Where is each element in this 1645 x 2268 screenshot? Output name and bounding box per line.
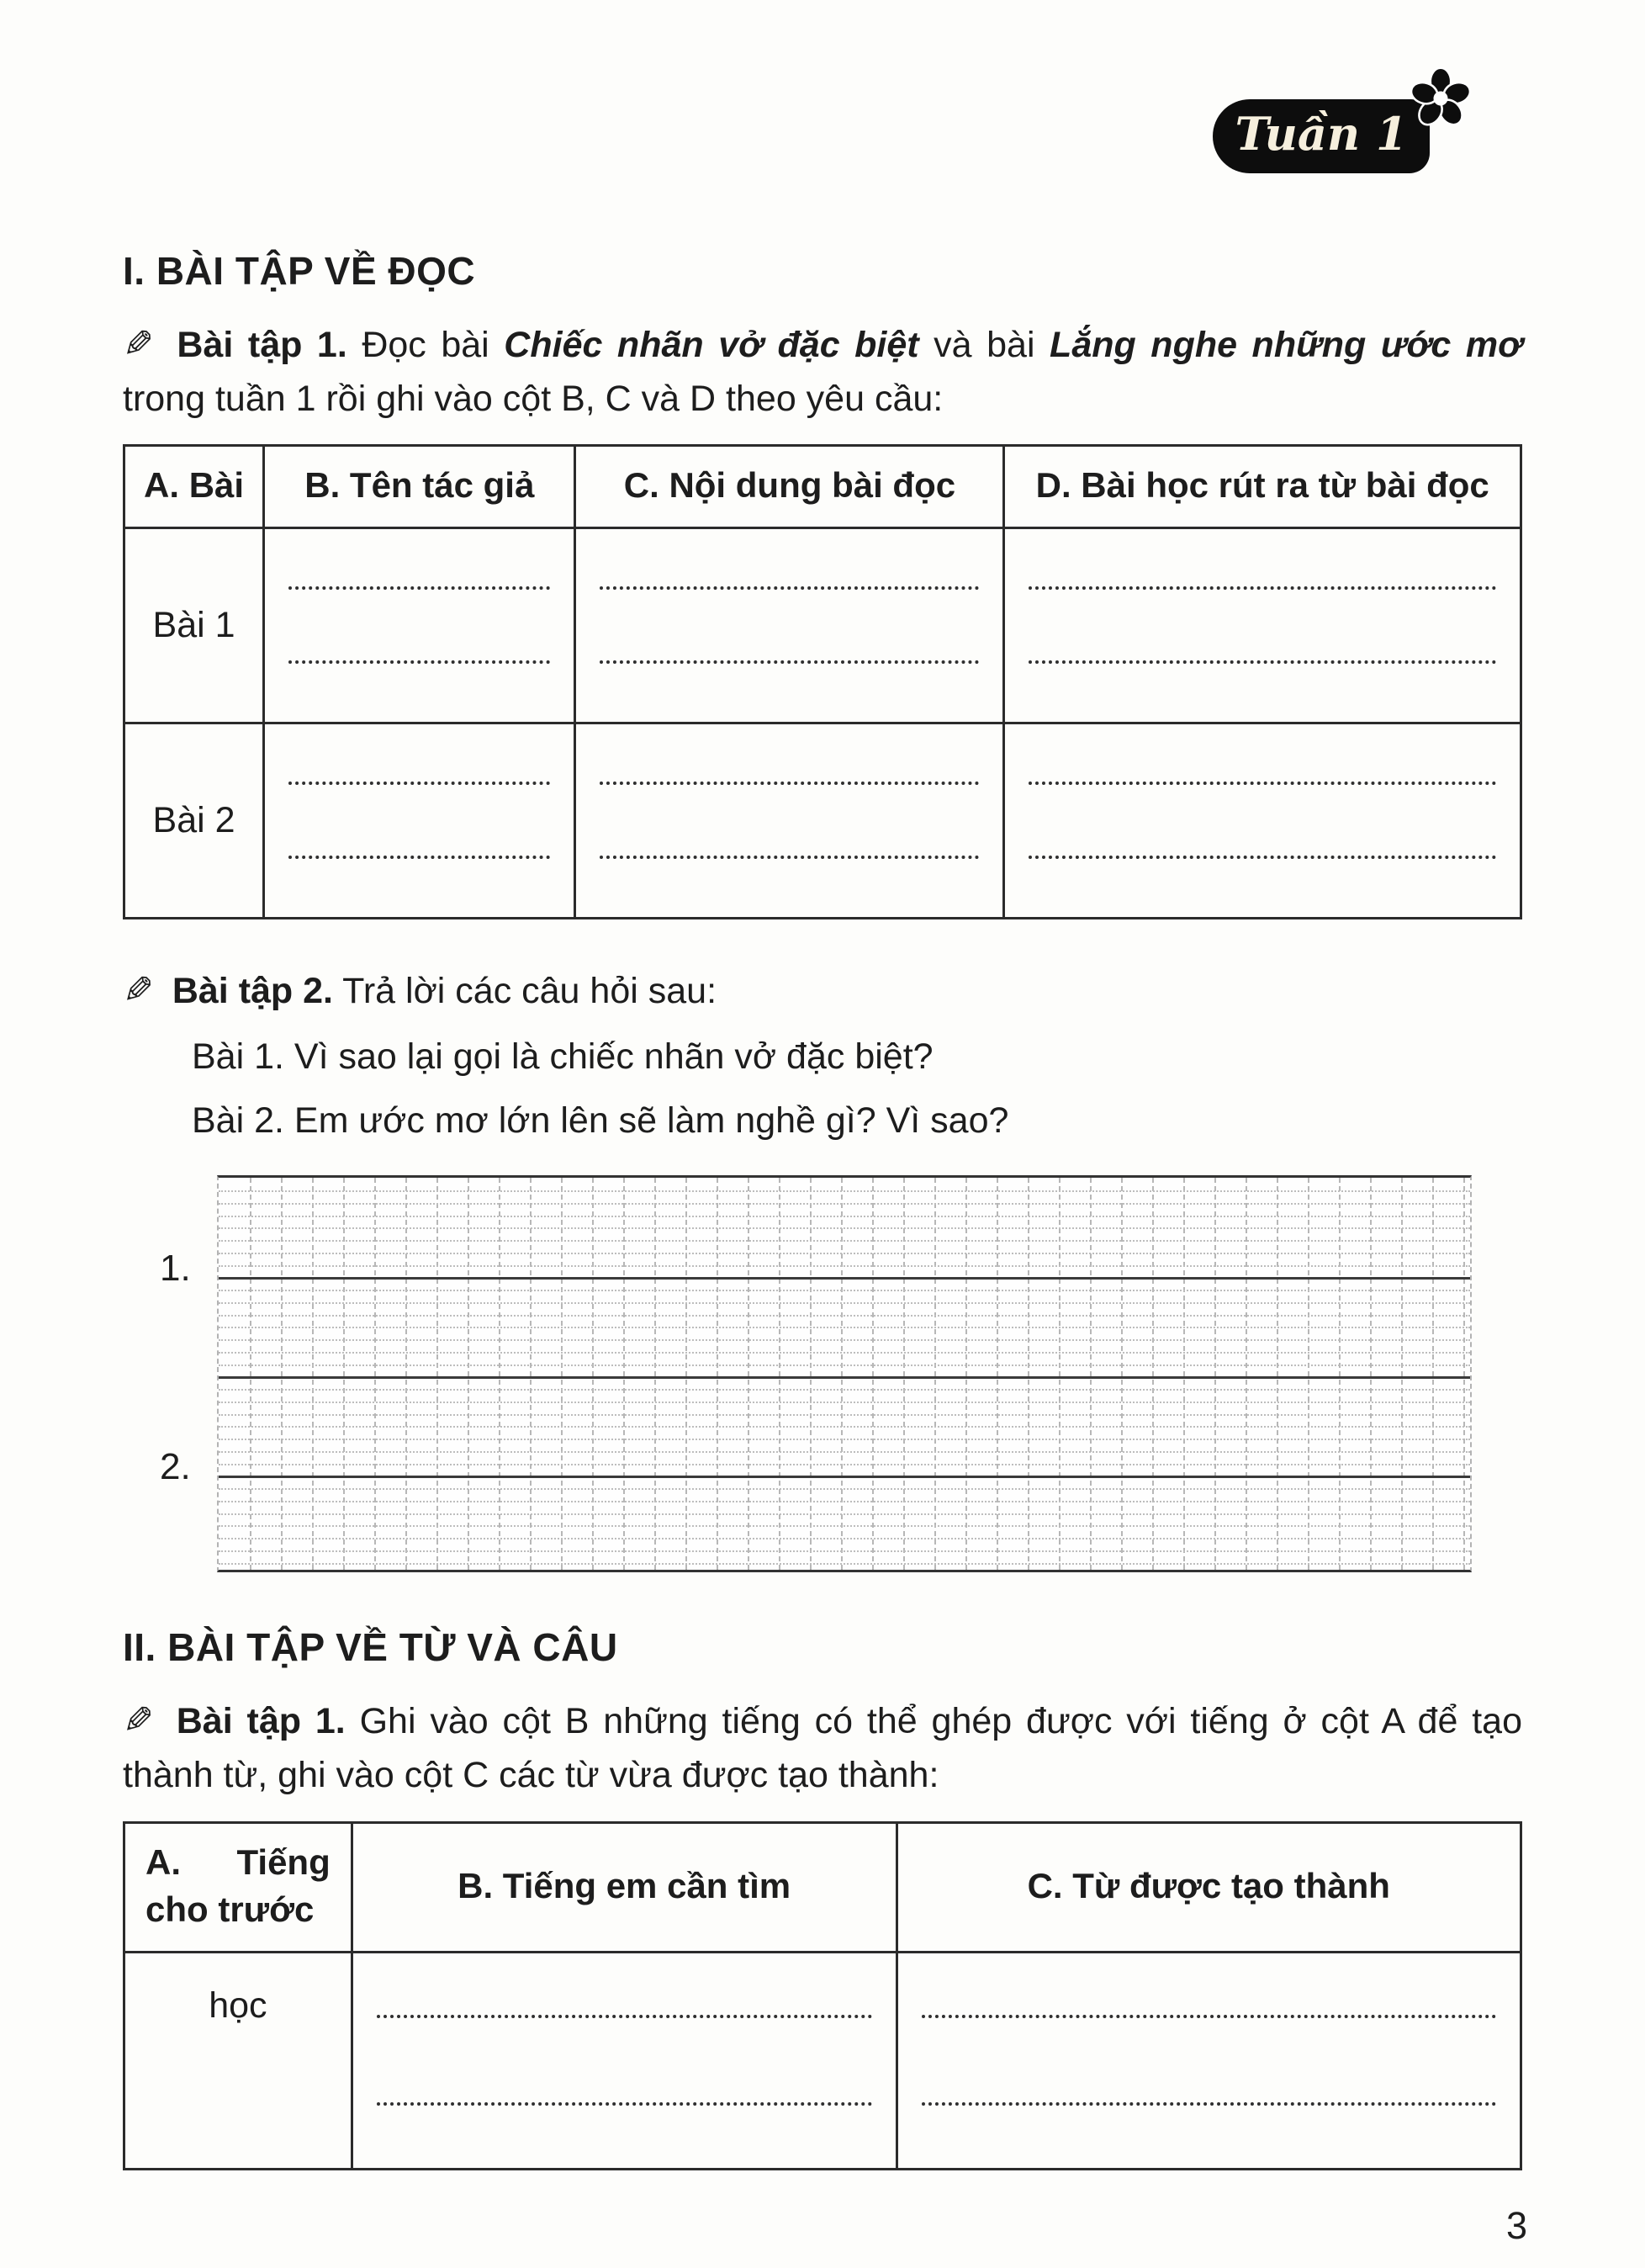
reading-table xyxy=(123,444,1522,919)
col-header-a: A. Bài xyxy=(124,446,264,528)
table-row-bai-1 xyxy=(124,527,1521,723)
answer-cell xyxy=(897,1952,1521,2169)
writing-grid xyxy=(217,1175,1472,1572)
word-table-header-row xyxy=(124,1822,1521,1952)
section-1-heading: I. BÀI TẬP VỀ ĐỌC xyxy=(123,249,476,293)
pencil-icon: ✎ xyxy=(123,324,154,365)
word-col-header-a: A. Tiếng cho trước xyxy=(124,1822,352,1952)
exercise-1-text-post: trong tuần 1 rồi ghi vào cột B, C và D theo yêu cầu: xyxy=(123,378,944,419)
answer-cell xyxy=(1004,527,1521,723)
exercise-2-label: Bài tập 2. xyxy=(172,970,333,1011)
dotted-line xyxy=(377,2102,872,2106)
dotted-line xyxy=(922,2015,1496,2018)
word-col-header-b: B. Tiếng em cần tìm xyxy=(352,1822,897,1952)
answer-cell xyxy=(1004,723,1521,918)
answer-cell xyxy=(352,1952,897,2169)
dotted-line xyxy=(922,2102,1496,2106)
dotted-line xyxy=(288,660,550,664)
table-row-hoc xyxy=(124,1952,1521,2169)
answer-label-2: 2. xyxy=(160,1446,191,1488)
section-2-exercise-1-text: Ghi vào cột B những tiếng có thể ghép được với tiếng ở cột A để tạo thành từ, ghi vào cột C các từ vừa được tạo thành: xyxy=(123,1701,1523,1795)
row-label: Bài 2 xyxy=(124,723,264,918)
dotted-line xyxy=(1029,660,1496,664)
exercise-2-intro xyxy=(123,963,1522,1019)
exercise-1-label: Bài tập 1. xyxy=(177,325,347,365)
question-1: Bài 1. Vì sao lại gọi là chiếc nhãn vở đặc biệt? xyxy=(192,1036,934,1077)
dotted-line xyxy=(288,856,550,859)
dotted-line xyxy=(1029,856,1496,859)
row-label: Bài 1 xyxy=(124,527,264,723)
exercise-1-text-mid: và bài xyxy=(934,325,1035,365)
reading-title-2: Lắng nghe những ước mơ xyxy=(1050,325,1522,365)
exercise-2-text: Trả lời các câu hỏi sau: xyxy=(342,970,717,1011)
exercise-1-text-pre: Đọc bài xyxy=(362,325,489,365)
dotted-line xyxy=(600,782,979,785)
col-header-b: B. Tên tác giả xyxy=(264,446,575,528)
answer-area xyxy=(160,1175,1522,1572)
section-2-exercise-1-intro xyxy=(123,1693,1522,1802)
word-table xyxy=(123,1821,1522,2170)
col-header-d: D. Bài học rút ra từ bài đọc xyxy=(1004,446,1521,528)
question-2: Bài 2. Em ước mơ lớn lên sẽ làm nghề gì? Vì sao? xyxy=(192,1100,1009,1141)
week-badge xyxy=(1213,99,1430,173)
table-row-bai-2 xyxy=(124,723,1521,918)
answer-cell xyxy=(575,527,1004,723)
col-header-c: C. Nội dung bài đọc xyxy=(575,446,1004,528)
dotted-line xyxy=(600,856,979,859)
dotted-line xyxy=(288,782,550,785)
dotted-line xyxy=(288,586,550,590)
flower-icon xyxy=(1410,67,1472,130)
dotted-line xyxy=(600,586,979,590)
answer-label-1: 1. xyxy=(160,1248,191,1290)
week-badge-label: Tuần 1 xyxy=(1235,107,1408,161)
answer-cell xyxy=(575,723,1004,918)
section-2-exercise-1-label: Bài tập 1. xyxy=(176,1701,346,1742)
dotted-line xyxy=(1029,586,1496,590)
dotted-line xyxy=(1029,782,1496,785)
answer-cell xyxy=(264,527,575,723)
dotted-line xyxy=(600,660,979,664)
page-number: 3 xyxy=(1505,2204,1527,2247)
reading-title-1: Chiếc nhãn vở đặc biệt xyxy=(504,325,919,365)
exercise-1-intro xyxy=(123,317,1522,426)
pencil-icon: ✎ xyxy=(123,1700,154,1742)
given-word: học xyxy=(124,1952,352,2169)
dotted-line xyxy=(377,2015,872,2018)
section-2-heading: II. BÀI TẬP VỀ TỪ VÀ CÂU xyxy=(123,1625,618,1670)
answer-cell xyxy=(264,723,575,918)
word-col-header-c: C. Từ được tạo thành xyxy=(897,1822,1521,1952)
reading-table-header-row xyxy=(124,446,1521,528)
pencil-icon: ✎ xyxy=(123,969,154,1011)
